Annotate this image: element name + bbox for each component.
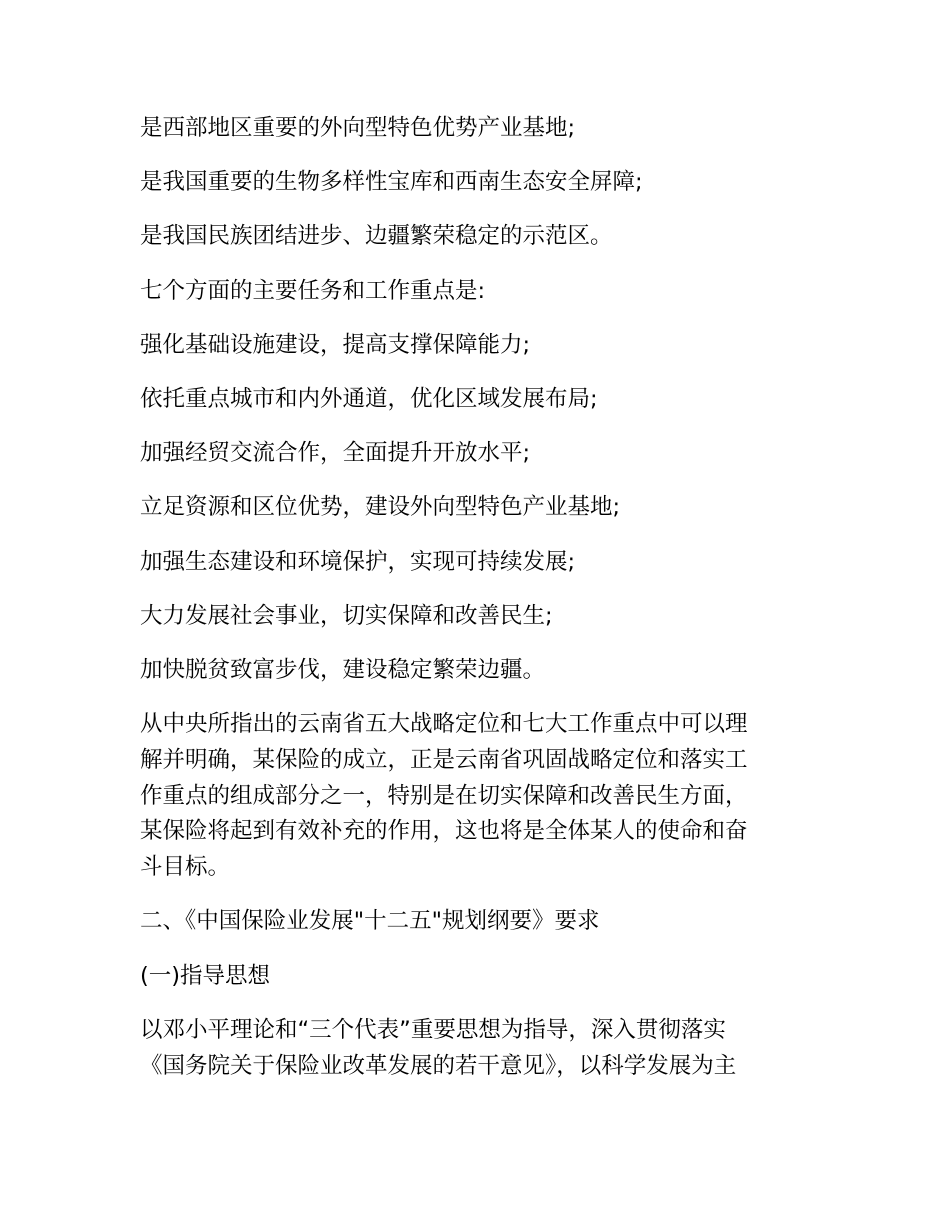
text-line: 加强经贸交流合作，全面提升开放水平; (140, 440, 531, 467)
paragraph-line: 某保险将起到有效补充的作用，这也将是全体某人的使命和奋 (140, 818, 748, 845)
text-line: 加强生态建设和环境保护，实现可持续发展; (140, 548, 576, 575)
text-line: 是我国重要的生物多样性宝库和西南生态安全屏障; (140, 169, 643, 196)
text-line: 大力发展社会事业，切实保障和改善民生; (140, 602, 553, 629)
subsection-heading: (一)指导思想 (140, 962, 271, 989)
text-line: 是西部地区重要的外向型特色优势产业基地; (140, 115, 576, 141)
paragraph-line: 作重点的组成部分之一，特别是在切实保障和改善民生方面， (140, 782, 748, 809)
text-line: 立足资源和区位优势，建设外向型特色产业基地; (140, 494, 621, 521)
text-line: 是我国民族团结进步、边疆繁荣稳定的示范区。 (140, 223, 613, 250)
text-line: 七个方面的主要任务和工作重点是: (140, 277, 486, 304)
paragraph-line: 斗目标。 (140, 854, 231, 881)
paragraph-line: 解并明确，某保险的成立，正是云南省巩固战略定位和落实工 (140, 746, 748, 773)
paragraph-line: 从中央所指出的云南省五大战略定位和七大工作重点中可以理 (140, 711, 748, 738)
section-heading: 二、《中国保险业发展"十二五"规划纲要》要求 (140, 908, 600, 935)
summary-paragraph (140, 707, 805, 886)
paragraph-line: 《国务院关于保险业改革发展的若干意见》，以科学发展为主 (140, 1052, 737, 1079)
guiding-paragraph (140, 1013, 805, 1085)
paragraph-line: 以邓小平理论和“三个代表”重要思想为指导，深入贯彻落实 (140, 1016, 726, 1043)
text-line: 依托重点城市和内外通道，优化区域发展布局; (140, 385, 598, 412)
document-body (140, 111, 805, 1103)
text-line: 加快脱贫致富步伐，建设稳定繁荣边疆。 (140, 656, 546, 683)
text-line: 强化基础设施建设，提高支撑保障能力; (140, 331, 531, 358)
